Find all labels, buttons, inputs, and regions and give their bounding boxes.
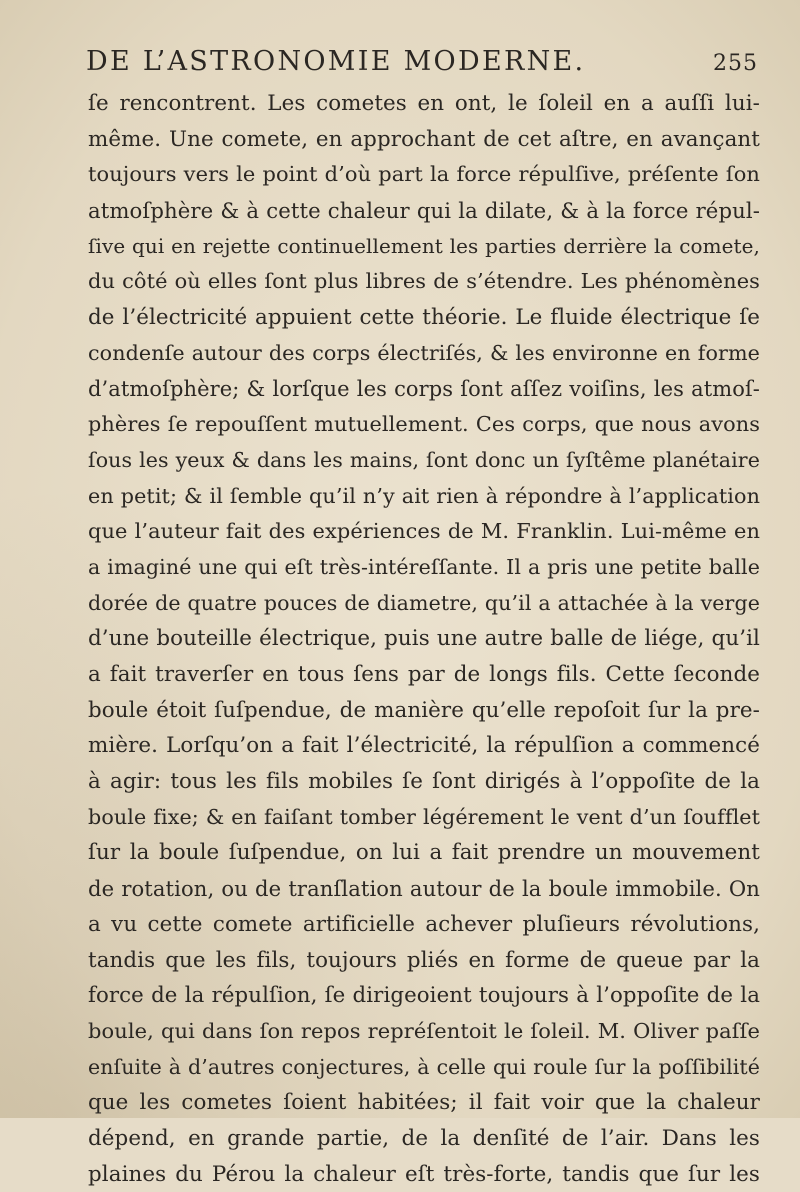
text-line: ſe rencontrent. Les cometes en ont, le ſoleil en a auſſi lui-	[88, 91, 760, 116]
text-line: boule étoit ſuſpendue, de manière qu’elle repoſoit ſur la pre-	[88, 697, 760, 723]
text-line: a imaginé une qui eſt très-intéreſſante. Il a pris une petite balle	[88, 554, 760, 579]
text-line: boule, qui dans ſon repos repréſentoit le ſoleil. M. Oliver paſſe	[88, 1018, 760, 1043]
text-line: mière. Lorſqu’on a fait l’électricité, la répulſion a commencé	[88, 733, 760, 759]
text-line: a fait traverſer en tous ſens par de longs fils. Cette ſeconde	[88, 662, 760, 687]
text-line: phères ſe repouſſent mutuellement. Ces corps, que nous avons	[88, 412, 760, 437]
page-header	[86, 44, 758, 84]
running-title: DE L’ASTRONOMIE MODERNE.	[86, 46, 586, 77]
text-line: tandis que les fils, toujours pliés en forme de queue par la	[88, 947, 760, 973]
text-line: dépend, en grande partie, de la denſité de l’air. Dans les	[88, 1125, 760, 1151]
text-line: a vu cette comete artificielle achever pluſieurs révolutions,	[88, 911, 760, 937]
text-line: ſous les yeux & dans les mains, ſont donc un ſyſtême planétaire	[88, 447, 760, 472]
text-line: plaines du Pérou la chaleur eſt très-forte, tandis que ſur les	[88, 1161, 760, 1187]
text-line: ſive qui en rejette continuellement les parties derrière la comete,	[88, 233, 760, 258]
text-line: dorée de quatre pouces de diametre, qu’il a attachée à la verge	[88, 590, 760, 615]
text-line: en petit; & il ſemble qu’il n’y ait rien à répondre à l’application	[88, 483, 760, 508]
text-line: de rotation, ou de tranſlation autour de la boule immobile. On	[88, 876, 760, 902]
text-line: atmoſphère & à cette chaleur qui la dilate, & à la force répul-	[88, 198, 760, 224]
page-number: 255	[713, 51, 758, 76]
text-line: enſuite à d’autres conjectures, à celle qui roule ſur la poſſibilité	[88, 1054, 760, 1079]
text-line: que l’auteur fait des expériences de M. Franklin. Lui-même en	[88, 519, 760, 544]
text-line: condenſe autour des corps électriſés, & les environne en forme	[88, 340, 760, 365]
text-line: d’une bouteille électrique, puis une autre balle de liége, qu’il	[88, 626, 760, 652]
text-line: du côté où elles ſont plus libres de s’étendre. Les phénomènes	[88, 269, 760, 294]
text-line: ſur la boule ſuſpendue, on lui a fait prendre un mouvement	[88, 840, 760, 866]
text-line: force de la répulſion, ſe dirigeoient toujours à l’oppoſite de la	[88, 983, 760, 1009]
text-line: même. Une comete, en approchant de cet aſtre, en avançant	[88, 126, 760, 152]
text-line: toujours vers le point d’où part la force répulſive, préſente ſon	[88, 162, 760, 187]
text-line: boule fixe; & en faiſant tomber légérement le vent d’un ſoufflet	[88, 804, 760, 829]
text-line: que les cometes ſoient habitées; il fait voir que la chaleur	[88, 1090, 760, 1116]
text-line: d’atmoſphère; & lorſque les corps ſont aſſez voiſins, les atmoſ-	[88, 376, 760, 401]
text-line: à agir: tous les fils mobiles ſe ſont dirigés à l’oppoſite de la	[88, 769, 760, 795]
body-text	[88, 86, 760, 1192]
text-line: de l’électricité appuient cette théorie. Le fluide électrique ſe	[88, 305, 760, 331]
